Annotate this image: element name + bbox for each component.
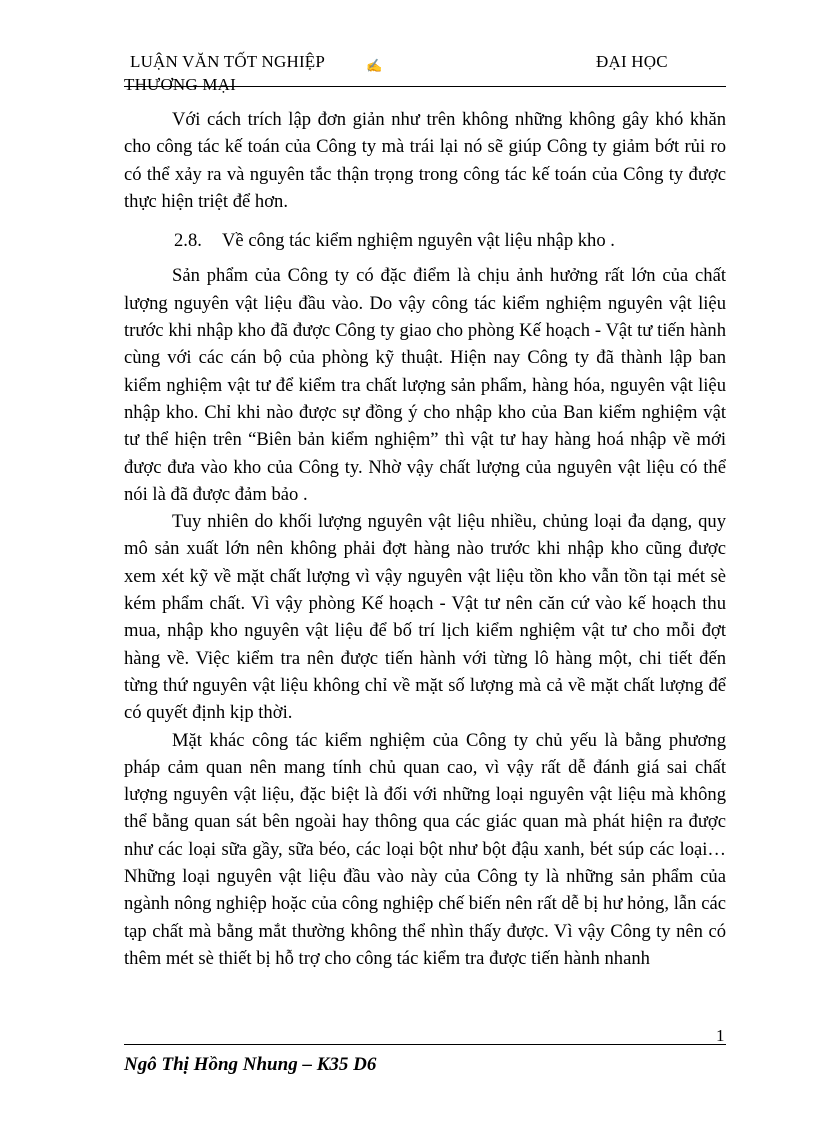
footer-rule bbox=[124, 1044, 726, 1045]
header-right-title: ĐẠI HỌC bbox=[596, 52, 668, 71]
paragraph: Mặt khác công tác kiểm nghiệm của Công ty chủ yếu là bằng phương pháp cảm quan nên mang tính chủ quan cao, vì vậy rất dễ đánh giá sai chất lượng nguyên vật liệu, đặc biệt là đối với những loại nguyên vật liệu mà không thể bằng quan sát bên ngoài hay thông qua các giác quan mà phát hiện ra được như các loại sữa gầy, sữa béo, các loại bột như bột đậu xanh, bét súp các loại…Những loại nguyên vật liệu đầu vào này của Công ty là những sản phẩm của ngành nông nghiệp hoặc của công nghiệp chế biến nên rất dễ bị hư hỏng, lẫn các tạp chất mà bằng mắt thường không thể nhìn thấy được. Vì vậy Công ty nên có thêm mét sè thiết bị hỗ trợ cho công tác kiểm tra được tiến hành nhanh bbox=[124, 729, 726, 969]
page-header bbox=[124, 52, 726, 94]
header-rule bbox=[124, 86, 726, 87]
paragraph: Với cách trích lập đơn giản như trên không những không gây khó khăn cho công tác kế toán của Công ty mà trái lại nó sẽ giúp Công ty giảm bớt rủi ro có thể xảy ra và nguyên tắc thận trọng trong công tác kế toán của Công ty được thực hiện triệt để hơn. bbox=[124, 109, 726, 212]
page-number: 1 bbox=[716, 1026, 725, 1045]
header-left-title: LUẬN VĂN TỐT NGHIỆP bbox=[130, 52, 326, 71]
header-continuation: THƯƠNG MẠI bbox=[124, 75, 236, 94]
document-body bbox=[124, 106, 726, 972]
section-heading bbox=[124, 227, 726, 254]
section-title: Về công tác kiểm nghiệm nguyên vật liệu nhập kho . bbox=[222, 230, 615, 252]
footer-author: Ngô Thị Hồng Nhung – K35 D6 bbox=[124, 1054, 377, 1075]
paragraph: Sản phẩm của Công ty có đặc điểm là chịu ảnh hưởng rất lớn của chất lượng nguyên vật liệu đầu vào. Do vậy công tác kiểm nghiệm nguyên vật liệu trước khi nhập kho đã được Công ty giao cho phòng Kế hoạch - Vật tư tiến hành cùng với các cán bộ của phòng kỹ thuật. Hiện nay Công ty đã thành lập ban kiểm nghiệm vật tư để kiểm tra chất lượng sản phẩm, hàng hóa, nguyên vật liệu nhập kho. Chỉ khi nào được sự đồng ý cho nhập kho của Ban kiểm nghiệm vật tư thể hiện trên “Biên bản kiểm nghiệm” thì vật tư hay hàng hoá nhập về mới được đưa vào kho của Công ty. Nhờ vậy chất lượng của nguyên vật liệu có thể nói là đã được đảm bảo . bbox=[124, 265, 726, 505]
section-number: 2.8. bbox=[174, 230, 202, 252]
paragraph: Tuy nhiên do khối lượng nguyên vật liệu nhiều, chủng loại đa dạng, quy mô sản xuất lớn nên không phải đợt hàng nào trước khi nhập kho cũng được xem xét kỹ về mặt chất lượng vì vậy nguyên vật liệu tồn kho vẫn tồn tại mét sè kém phẩm chất. Vì vậy phòng Kế hoạch - Vật tư nên căn cứ vào kế hoạch thu mua, nhập kho nguyên vật liệu để bố trí lịch kiểm nghiệm vật tư cho mỗi đợt hàng về. Việc kiểm tra nên được tiến hành với từng lô hàng một, chi tiết đến từng thứ nguyên vật liệu không chỉ về mặt số lượng mà cả về mặt chất lượng để có quyết định kịp thời. bbox=[124, 511, 726, 724]
writing-hand-icon: ✍ bbox=[366, 58, 383, 73]
